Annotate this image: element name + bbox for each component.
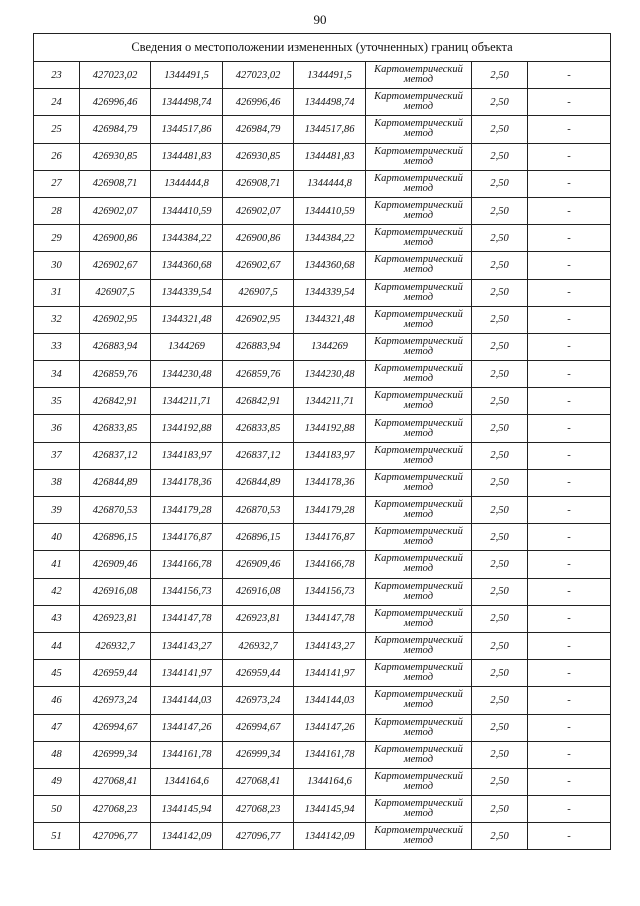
y-existing-cell: 1344144,03 bbox=[151, 687, 223, 714]
table-row bbox=[34, 279, 611, 306]
point-number-cell: 40 bbox=[34, 524, 80, 551]
y-existing-cell: 1344491,5 bbox=[151, 62, 223, 89]
method-cell: Картометрический метод bbox=[366, 578, 472, 605]
point-number-cell: 26 bbox=[34, 143, 80, 170]
x-existing-cell: 426833,85 bbox=[80, 415, 151, 442]
point-number-cell: 25 bbox=[34, 116, 80, 143]
description-cell: - bbox=[528, 714, 611, 741]
method-cell: Картометрический метод bbox=[366, 632, 472, 659]
point-number-cell: 38 bbox=[34, 469, 80, 496]
y-existing-cell: 1344498,74 bbox=[151, 89, 223, 116]
accuracy-cell: 2,50 bbox=[472, 660, 528, 687]
y-existing-cell: 1344410,59 bbox=[151, 197, 223, 224]
y-existing-cell: 1344156,73 bbox=[151, 578, 223, 605]
point-number-cell: 29 bbox=[34, 225, 80, 252]
x-existing-cell: 426902,67 bbox=[80, 252, 151, 279]
description-cell: - bbox=[528, 252, 611, 279]
y-refined-cell: 1344339,54 bbox=[294, 279, 366, 306]
description-cell: - bbox=[528, 605, 611, 632]
accuracy-cell: 2,50 bbox=[472, 361, 528, 388]
method-cell: Картометрический метод bbox=[366, 361, 472, 388]
accuracy-cell: 2,50 bbox=[472, 469, 528, 496]
description-cell: - bbox=[528, 143, 611, 170]
x-existing-cell: 426916,08 bbox=[80, 578, 151, 605]
accuracy-cell: 2,50 bbox=[472, 388, 528, 415]
point-number-cell: 28 bbox=[34, 197, 80, 224]
y-refined-cell: 1344230,48 bbox=[294, 361, 366, 388]
x-existing-cell: 426930,85 bbox=[80, 143, 151, 170]
method-cell: Картометрический метод bbox=[366, 306, 472, 333]
table-row bbox=[34, 442, 611, 469]
x-existing-cell: 426923,81 bbox=[80, 605, 151, 632]
x-refined-cell: 426883,94 bbox=[223, 333, 294, 360]
x-refined-cell: 426896,15 bbox=[223, 524, 294, 551]
accuracy-cell: 2,50 bbox=[472, 605, 528, 632]
accuracy-cell: 2,50 bbox=[472, 741, 528, 768]
method-cell: Картометрический метод bbox=[366, 197, 472, 224]
point-number-cell: 50 bbox=[34, 796, 80, 823]
description-cell: - bbox=[528, 306, 611, 333]
description-cell: - bbox=[528, 62, 611, 89]
method-cell: Картометрический метод bbox=[366, 687, 472, 714]
point-number-cell: 48 bbox=[34, 741, 80, 768]
x-existing-cell: 427068,41 bbox=[80, 768, 151, 795]
table-row bbox=[34, 116, 611, 143]
y-existing-cell: 1344179,28 bbox=[151, 497, 223, 524]
y-refined-cell: 1344156,73 bbox=[294, 578, 366, 605]
x-existing-cell: 426859,76 bbox=[80, 361, 151, 388]
x-refined-cell: 426999,34 bbox=[223, 741, 294, 768]
table-row bbox=[34, 62, 611, 89]
point-number-cell: 34 bbox=[34, 361, 80, 388]
y-existing-cell: 1344211,71 bbox=[151, 388, 223, 415]
x-existing-cell: 427068,23 bbox=[80, 796, 151, 823]
point-number-cell: 33 bbox=[34, 333, 80, 360]
method-cell: Картометрический метод bbox=[366, 116, 472, 143]
point-number-cell: 45 bbox=[34, 660, 80, 687]
x-existing-cell: 426900,86 bbox=[80, 225, 151, 252]
table-row bbox=[34, 197, 611, 224]
x-refined-cell: 427096,77 bbox=[223, 823, 294, 850]
x-refined-cell: 426902,95 bbox=[223, 306, 294, 333]
accuracy-cell: 2,50 bbox=[472, 116, 528, 143]
y-refined-cell: 1344142,09 bbox=[294, 823, 366, 850]
x-existing-cell: 426996,46 bbox=[80, 89, 151, 116]
x-existing-cell: 426870,53 bbox=[80, 497, 151, 524]
y-existing-cell: 1344147,26 bbox=[151, 714, 223, 741]
x-refined-cell: 426909,46 bbox=[223, 551, 294, 578]
table-row bbox=[34, 632, 611, 659]
y-refined-cell: 1344183,97 bbox=[294, 442, 366, 469]
table-row bbox=[34, 143, 611, 170]
x-existing-cell: 426908,71 bbox=[80, 170, 151, 197]
y-existing-cell: 1344269 bbox=[151, 333, 223, 360]
x-refined-cell: 426902,67 bbox=[223, 252, 294, 279]
x-existing-cell: 426909,46 bbox=[80, 551, 151, 578]
point-number-cell: 47 bbox=[34, 714, 80, 741]
y-refined-cell: 1344517,86 bbox=[294, 116, 366, 143]
table-row bbox=[34, 660, 611, 687]
x-refined-cell: 426973,24 bbox=[223, 687, 294, 714]
boundary-coordinates-table bbox=[33, 33, 611, 850]
y-existing-cell: 1344444,8 bbox=[151, 170, 223, 197]
method-cell: Картометрический метод bbox=[366, 823, 472, 850]
accuracy-cell: 2,50 bbox=[472, 333, 528, 360]
description-cell: - bbox=[528, 415, 611, 442]
y-existing-cell: 1344178,36 bbox=[151, 469, 223, 496]
table-row bbox=[34, 741, 611, 768]
x-refined-cell: 427068,41 bbox=[223, 768, 294, 795]
y-refined-cell: 1344211,71 bbox=[294, 388, 366, 415]
description-cell: - bbox=[528, 279, 611, 306]
table-row bbox=[34, 361, 611, 388]
y-refined-cell: 1344481,83 bbox=[294, 143, 366, 170]
point-number-cell: 35 bbox=[34, 388, 80, 415]
y-refined-cell: 1344176,87 bbox=[294, 524, 366, 551]
accuracy-cell: 2,50 bbox=[472, 768, 528, 795]
x-existing-cell: 426984,79 bbox=[80, 116, 151, 143]
x-existing-cell: 426902,07 bbox=[80, 197, 151, 224]
y-refined-cell: 1344269 bbox=[294, 333, 366, 360]
accuracy-cell: 2,50 bbox=[472, 796, 528, 823]
point-number-cell: 39 bbox=[34, 497, 80, 524]
method-cell: Картометрический метод bbox=[366, 768, 472, 795]
x-refined-cell: 426859,76 bbox=[223, 361, 294, 388]
method-cell: Картометрический метод bbox=[366, 170, 472, 197]
description-cell: - bbox=[528, 796, 611, 823]
y-refined-cell: 1344444,8 bbox=[294, 170, 366, 197]
x-existing-cell: 426902,95 bbox=[80, 306, 151, 333]
x-existing-cell: 426999,34 bbox=[80, 741, 151, 768]
method-cell: Картометрический метод bbox=[366, 497, 472, 524]
x-existing-cell: 426932,7 bbox=[80, 632, 151, 659]
x-refined-cell: 426907,5 bbox=[223, 279, 294, 306]
accuracy-cell: 2,50 bbox=[472, 524, 528, 551]
point-number-cell: 31 bbox=[34, 279, 80, 306]
y-refined-cell: 1344161,78 bbox=[294, 741, 366, 768]
method-cell: Картометрический метод bbox=[366, 415, 472, 442]
x-refined-cell: 426984,79 bbox=[223, 116, 294, 143]
x-refined-cell: 426959,44 bbox=[223, 660, 294, 687]
accuracy-cell: 2,50 bbox=[472, 225, 528, 252]
x-refined-cell: 426837,12 bbox=[223, 442, 294, 469]
method-cell: Картометрический метод bbox=[366, 469, 472, 496]
y-existing-cell: 1344517,86 bbox=[151, 116, 223, 143]
x-existing-cell: 426844,89 bbox=[80, 469, 151, 496]
x-refined-cell: 426932,7 bbox=[223, 632, 294, 659]
x-refined-cell: 426844,89 bbox=[223, 469, 294, 496]
method-cell: Картометрический метод bbox=[366, 714, 472, 741]
y-existing-cell: 1344143,27 bbox=[151, 632, 223, 659]
y-refined-cell: 1344410,59 bbox=[294, 197, 366, 224]
y-refined-cell: 1344164,6 bbox=[294, 768, 366, 795]
table-row bbox=[34, 415, 611, 442]
y-existing-cell: 1344192,88 bbox=[151, 415, 223, 442]
method-cell: Картометрический метод bbox=[366, 442, 472, 469]
method-cell: Картометрический метод bbox=[366, 252, 472, 279]
point-number-cell: 41 bbox=[34, 551, 80, 578]
accuracy-cell: 2,50 bbox=[472, 442, 528, 469]
method-cell: Картометрический метод bbox=[366, 605, 472, 632]
y-existing-cell: 1344183,97 bbox=[151, 442, 223, 469]
x-refined-cell: 427023,02 bbox=[223, 62, 294, 89]
description-cell: - bbox=[528, 524, 611, 551]
y-existing-cell: 1344360,68 bbox=[151, 252, 223, 279]
method-cell: Картометрический метод bbox=[366, 143, 472, 170]
y-existing-cell: 1344141,97 bbox=[151, 660, 223, 687]
accuracy-cell: 2,50 bbox=[472, 89, 528, 116]
y-existing-cell: 1344161,78 bbox=[151, 741, 223, 768]
table-title: Сведения о местоположении измененных (уточненных) границ объекта bbox=[34, 34, 611, 62]
table-row bbox=[34, 796, 611, 823]
x-refined-cell: 426902,07 bbox=[223, 197, 294, 224]
point-number-cell: 27 bbox=[34, 170, 80, 197]
y-refined-cell: 1344192,88 bbox=[294, 415, 366, 442]
y-existing-cell: 1344384,22 bbox=[151, 225, 223, 252]
description-cell: - bbox=[528, 578, 611, 605]
description-cell: - bbox=[528, 361, 611, 388]
page-number: 90 bbox=[313, 12, 327, 27]
x-refined-cell: 427068,23 bbox=[223, 796, 294, 823]
table-row bbox=[34, 497, 611, 524]
accuracy-cell: 2,50 bbox=[472, 252, 528, 279]
accuracy-cell: 2,50 bbox=[472, 279, 528, 306]
table-row bbox=[34, 687, 611, 714]
point-number-cell: 23 bbox=[34, 62, 80, 89]
accuracy-cell: 2,50 bbox=[472, 170, 528, 197]
y-refined-cell: 1344147,26 bbox=[294, 714, 366, 741]
y-refined-cell: 1344147,78 bbox=[294, 605, 366, 632]
method-cell: Картометрический метод bbox=[366, 524, 472, 551]
x-refined-cell: 426833,85 bbox=[223, 415, 294, 442]
description-cell: - bbox=[528, 741, 611, 768]
table-row bbox=[34, 768, 611, 795]
description-cell: - bbox=[528, 333, 611, 360]
y-refined-cell: 1344321,48 bbox=[294, 306, 366, 333]
table-row bbox=[34, 388, 611, 415]
description-cell: - bbox=[528, 823, 611, 850]
point-number-cell: 32 bbox=[34, 306, 80, 333]
table-row bbox=[34, 551, 611, 578]
point-number-cell: 51 bbox=[34, 823, 80, 850]
point-number-cell: 24 bbox=[34, 89, 80, 116]
description-cell: - bbox=[528, 768, 611, 795]
point-number-cell: 43 bbox=[34, 605, 80, 632]
description-cell: - bbox=[528, 89, 611, 116]
description-cell: - bbox=[528, 469, 611, 496]
table-row bbox=[34, 252, 611, 279]
y-existing-cell: 1344481,83 bbox=[151, 143, 223, 170]
x-existing-cell: 426994,67 bbox=[80, 714, 151, 741]
accuracy-cell: 2,50 bbox=[472, 306, 528, 333]
table-row bbox=[34, 823, 611, 850]
y-refined-cell: 1344141,97 bbox=[294, 660, 366, 687]
point-number-cell: 30 bbox=[34, 252, 80, 279]
point-number-cell: 46 bbox=[34, 687, 80, 714]
method-cell: Картометрический метод bbox=[366, 225, 472, 252]
y-refined-cell: 1344360,68 bbox=[294, 252, 366, 279]
y-existing-cell: 1344176,87 bbox=[151, 524, 223, 551]
accuracy-cell: 2,50 bbox=[472, 714, 528, 741]
x-existing-cell: 426837,12 bbox=[80, 442, 151, 469]
y-refined-cell: 1344491,5 bbox=[294, 62, 366, 89]
x-refined-cell: 426994,67 bbox=[223, 714, 294, 741]
x-existing-cell: 426959,44 bbox=[80, 660, 151, 687]
description-cell: - bbox=[528, 197, 611, 224]
description-cell: - bbox=[528, 116, 611, 143]
x-refined-cell: 426923,81 bbox=[223, 605, 294, 632]
point-number-cell: 44 bbox=[34, 632, 80, 659]
description-cell: - bbox=[528, 442, 611, 469]
y-refined-cell: 1344179,28 bbox=[294, 497, 366, 524]
accuracy-cell: 2,50 bbox=[472, 497, 528, 524]
y-refined-cell: 1344144,03 bbox=[294, 687, 366, 714]
x-existing-cell: 426896,15 bbox=[80, 524, 151, 551]
x-refined-cell: 426900,86 bbox=[223, 225, 294, 252]
y-existing-cell: 1344321,48 bbox=[151, 306, 223, 333]
accuracy-cell: 2,50 bbox=[472, 687, 528, 714]
method-cell: Картометрический метод bbox=[366, 89, 472, 116]
y-refined-cell: 1344145,94 bbox=[294, 796, 366, 823]
y-refined-cell: 1344178,36 bbox=[294, 469, 366, 496]
method-cell: Картометрический метод bbox=[366, 333, 472, 360]
x-refined-cell: 426842,91 bbox=[223, 388, 294, 415]
y-existing-cell: 1344164,6 bbox=[151, 768, 223, 795]
y-existing-cell: 1344166,78 bbox=[151, 551, 223, 578]
table-row bbox=[34, 333, 611, 360]
description-cell: - bbox=[528, 632, 611, 659]
x-refined-cell: 426916,08 bbox=[223, 578, 294, 605]
method-cell: Картометрический метод bbox=[366, 279, 472, 306]
method-cell: Картометрический метод bbox=[366, 62, 472, 89]
method-cell: Картометрический метод bbox=[366, 660, 472, 687]
description-cell: - bbox=[528, 388, 611, 415]
description-cell: - bbox=[528, 497, 611, 524]
accuracy-cell: 2,50 bbox=[472, 632, 528, 659]
method-cell: Картометрический метод bbox=[366, 796, 472, 823]
point-number-cell: 49 bbox=[34, 768, 80, 795]
table-row bbox=[34, 714, 611, 741]
point-number-cell: 37 bbox=[34, 442, 80, 469]
table-row bbox=[34, 469, 611, 496]
method-cell: Картометрический метод bbox=[366, 741, 472, 768]
table-title-row bbox=[34, 34, 611, 62]
table-row bbox=[34, 524, 611, 551]
x-existing-cell: 426842,91 bbox=[80, 388, 151, 415]
description-cell: - bbox=[528, 225, 611, 252]
table-row bbox=[34, 605, 611, 632]
x-existing-cell: 427023,02 bbox=[80, 62, 151, 89]
point-number-cell: 36 bbox=[34, 415, 80, 442]
method-cell: Картометрический метод bbox=[366, 388, 472, 415]
table-row bbox=[34, 170, 611, 197]
description-cell: - bbox=[528, 170, 611, 197]
accuracy-cell: 2,50 bbox=[472, 143, 528, 170]
y-existing-cell: 1344142,09 bbox=[151, 823, 223, 850]
x-existing-cell: 426883,94 bbox=[80, 333, 151, 360]
x-refined-cell: 426930,85 bbox=[223, 143, 294, 170]
description-cell: - bbox=[528, 551, 611, 578]
description-cell: - bbox=[528, 660, 611, 687]
y-refined-cell: 1344498,74 bbox=[294, 89, 366, 116]
x-refined-cell: 426996,46 bbox=[223, 89, 294, 116]
accuracy-cell: 2,50 bbox=[472, 62, 528, 89]
description-cell: - bbox=[528, 687, 611, 714]
accuracy-cell: 2,50 bbox=[472, 415, 528, 442]
method-cell: Картометрический метод bbox=[366, 551, 472, 578]
table-row bbox=[34, 89, 611, 116]
x-existing-cell: 426907,5 bbox=[80, 279, 151, 306]
table-row bbox=[34, 306, 611, 333]
y-refined-cell: 1344384,22 bbox=[294, 225, 366, 252]
y-refined-cell: 1344166,78 bbox=[294, 551, 366, 578]
point-number-cell: 42 bbox=[34, 578, 80, 605]
x-existing-cell: 427096,77 bbox=[80, 823, 151, 850]
accuracy-cell: 2,50 bbox=[472, 578, 528, 605]
y-existing-cell: 1344147,78 bbox=[151, 605, 223, 632]
y-existing-cell: 1344145,94 bbox=[151, 796, 223, 823]
y-existing-cell: 1344339,54 bbox=[151, 279, 223, 306]
y-refined-cell: 1344143,27 bbox=[294, 632, 366, 659]
x-existing-cell: 426973,24 bbox=[80, 687, 151, 714]
table-row bbox=[34, 578, 611, 605]
table-row bbox=[34, 225, 611, 252]
accuracy-cell: 2,50 bbox=[472, 197, 528, 224]
accuracy-cell: 2,50 bbox=[472, 823, 528, 850]
y-existing-cell: 1344230,48 bbox=[151, 361, 223, 388]
x-refined-cell: 426870,53 bbox=[223, 497, 294, 524]
x-refined-cell: 426908,71 bbox=[223, 170, 294, 197]
accuracy-cell: 2,50 bbox=[472, 551, 528, 578]
